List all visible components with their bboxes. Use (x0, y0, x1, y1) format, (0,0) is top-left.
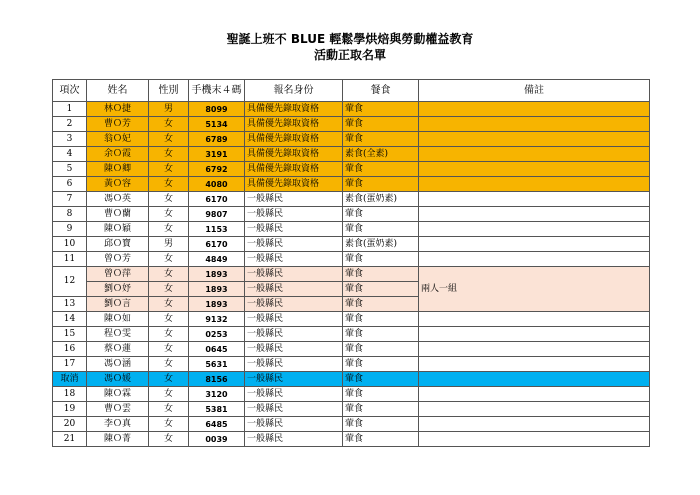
cell-note (419, 252, 650, 267)
cell-no: 6 (53, 177, 87, 192)
table-row (53, 432, 650, 447)
header-note: 備註 (419, 80, 650, 102)
cell-name: 馮Ｏ媛 (87, 372, 149, 387)
cell-name: 林Ｏ捷 (87, 102, 149, 117)
cell-meal: 葷食 (343, 312, 419, 327)
header-name: 姓名 (87, 80, 149, 102)
cell-status: 一般縣民 (245, 297, 343, 312)
cell-status: 一般縣民 (245, 192, 343, 207)
cell-status: 一般縣民 (245, 252, 343, 267)
cell-phone: 1893 (189, 282, 245, 297)
cell-gender: 女 (149, 162, 189, 177)
cell-gender: 女 (149, 117, 189, 132)
cell-name: 陳Ｏ如 (87, 312, 149, 327)
cell-status: 一般縣民 (245, 342, 343, 357)
cell-note (419, 312, 650, 327)
cell-phone: 0253 (189, 327, 245, 342)
table-row (53, 402, 650, 417)
cell-name: 陳Ｏ霖 (87, 387, 149, 402)
cell-no: 21 (53, 432, 87, 447)
cell-name: 馮Ｏ英 (87, 192, 149, 207)
cell-meal: 葷食 (343, 327, 419, 342)
cell-meal: 葷食 (343, 357, 419, 372)
cell-note (419, 162, 650, 177)
cell-gender: 女 (149, 357, 189, 372)
cell-no: 7 (53, 192, 87, 207)
cell-status: 一般縣民 (245, 222, 343, 237)
cell-meal: 葷食 (343, 417, 419, 432)
document-subtitle: 活動正取名單 (313, 48, 386, 62)
cell-phone: 1893 (189, 267, 245, 282)
cell-name: 蔡Ｏ蓮 (87, 342, 149, 357)
cell-no: 9 (53, 222, 87, 237)
cell-phone: 6485 (189, 417, 245, 432)
cell-gender: 男 (149, 237, 189, 252)
cell-name: 李Ｏ真 (87, 417, 149, 432)
header-gender: 性別 (149, 80, 189, 102)
cell-meal: 葷食 (343, 132, 419, 147)
header-phone: 手機末４碼 (189, 80, 245, 102)
cell-gender: 女 (149, 312, 189, 327)
cell-gender: 女 (149, 402, 189, 417)
cell-phone: 9132 (189, 312, 245, 327)
cell-name: 曾Ｏ芳 (87, 252, 149, 267)
cell-meal: 葷食 (343, 162, 419, 177)
cell-no: 1 (53, 102, 87, 117)
cell-gender: 女 (149, 372, 189, 387)
cell-status: 具備優先錄取資格 (245, 102, 343, 117)
cell-status: 一般縣民 (245, 372, 343, 387)
cell-meal: 葷食 (343, 207, 419, 222)
cell-meal: 素食(蛋奶素) (343, 192, 419, 207)
cell-status: 一般縣民 (245, 387, 343, 402)
cell-note (419, 432, 650, 447)
cell-note (419, 402, 650, 417)
cell-no: 12 (53, 267, 87, 297)
cell-name: 曹Ｏ蘭 (87, 207, 149, 222)
cell-phone: 6789 (189, 132, 245, 147)
table-row (53, 342, 650, 357)
cell-note (419, 207, 650, 222)
cell-status: 一般縣民 (245, 417, 343, 432)
cell-note (419, 117, 650, 132)
cell-no: 18 (53, 387, 87, 402)
table-row (53, 327, 650, 342)
cell-no: 8 (53, 207, 87, 222)
table-header-row (53, 80, 650, 102)
cell-meal: 素食(蛋奶素) (343, 237, 419, 252)
cell-name: 劉Ｏ言 (87, 297, 149, 312)
cell-name: 陳Ｏ穎 (87, 222, 149, 237)
cell-phone: 6792 (189, 162, 245, 177)
cell-phone: 3191 (189, 147, 245, 162)
cell-status: 一般縣民 (245, 207, 343, 222)
cell-name: 黃Ｏ容 (87, 177, 149, 192)
cell-meal: 葷食 (343, 102, 419, 117)
cell-note (419, 222, 650, 237)
cell-phone: 4080 (189, 177, 245, 192)
cell-no: 11 (53, 252, 87, 267)
cell-meal: 葷食 (343, 252, 419, 267)
cell-meal: 素食(全素) (343, 147, 419, 162)
table-row (53, 192, 650, 207)
cell-note (419, 147, 650, 162)
cell-phone: 5134 (189, 117, 245, 132)
cell-gender: 女 (149, 132, 189, 147)
table-row (53, 132, 650, 147)
cell-meal: 葷食 (343, 402, 419, 417)
cell-gender: 女 (149, 222, 189, 237)
cell-no: 10 (53, 237, 87, 252)
cell-meal: 葷食 (343, 267, 419, 282)
cell-name: 翁Ｏ妃 (87, 132, 149, 147)
cell-meal: 葷食 (343, 297, 419, 312)
cell-name: 余Ｏ霞 (87, 147, 149, 162)
header-meal: 餐食 (343, 80, 419, 102)
cell-status: 具備優先錄取資格 (245, 147, 343, 162)
table-row (53, 222, 650, 237)
cell-name: 馮Ｏ涵 (87, 357, 149, 372)
cell-status: 一般縣民 (245, 357, 343, 372)
cell-name: 曹Ｏ雲 (87, 402, 149, 417)
cell-gender: 女 (149, 147, 189, 162)
cell-status: 一般縣民 (245, 402, 343, 417)
cell-phone: 8099 (189, 102, 245, 117)
cell-gender: 女 (149, 432, 189, 447)
cell-name: 程Ｏ雯 (87, 327, 149, 342)
cell-meal: 葷食 (343, 387, 419, 402)
cell-no: 2 (53, 117, 87, 132)
cell-phone: 5631 (189, 357, 245, 372)
cell-phone: 0039 (189, 432, 245, 447)
cell-note (419, 192, 650, 207)
table-row (53, 237, 650, 252)
cell-status: 一般縣民 (245, 327, 343, 342)
cell-no: 17 (53, 357, 87, 372)
cell-meal: 葷食 (343, 282, 419, 297)
table-row (53, 357, 650, 372)
cell-phone: 5381 (189, 402, 245, 417)
cell-gender: 女 (149, 192, 189, 207)
cell-phone: 6170 (189, 192, 245, 207)
cell-status: 一般縣民 (245, 237, 343, 252)
cell-status: 具備優先錄取資格 (245, 117, 343, 132)
cell-no: 19 (53, 402, 87, 417)
cell-phone: 6170 (189, 237, 245, 252)
cell-note (419, 132, 650, 147)
cell-no: 4 (53, 147, 87, 162)
cell-meal: 葷食 (343, 222, 419, 237)
cell-note (419, 177, 650, 192)
cell-no: 5 (53, 162, 87, 177)
table-row (53, 147, 650, 162)
cell-meal: 葷食 (343, 372, 419, 387)
cell-status: 具備優先錄取資格 (245, 177, 343, 192)
cell-gender: 女 (149, 252, 189, 267)
cell-status: 一般縣民 (245, 282, 343, 297)
table-row (53, 162, 650, 177)
cell-note (419, 342, 650, 357)
table-row (53, 312, 650, 327)
cell-phone: 4849 (189, 252, 245, 267)
cell-gender: 女 (149, 297, 189, 312)
cell-gender: 女 (149, 327, 189, 342)
cell-note (419, 372, 650, 387)
cell-note (419, 387, 650, 402)
cell-gender: 女 (149, 207, 189, 222)
cell-name: 曾Ｏ萍 (87, 267, 149, 282)
cell-phone: 1893 (189, 297, 245, 312)
table-row (53, 102, 650, 117)
cell-no: 3 (53, 132, 87, 147)
cell-meal: 葷食 (343, 432, 419, 447)
table-row (53, 177, 650, 192)
cell-no: 16 (53, 342, 87, 357)
cell-no: 取消 (53, 372, 87, 387)
cell-status: 一般縣民 (245, 267, 343, 282)
cell-note (419, 417, 650, 432)
cell-gender: 女 (149, 282, 189, 297)
cell-gender: 女 (149, 177, 189, 192)
cell-name: 陳Ｏ卿 (87, 162, 149, 177)
cell-no: 14 (53, 312, 87, 327)
cell-name: 劉Ｏ妤 (87, 282, 149, 297)
cell-gender: 女 (149, 342, 189, 357)
cell-no: 15 (53, 327, 87, 342)
header-no: 項次 (53, 80, 87, 102)
table-row-cancelled (53, 372, 650, 387)
cell-meal: 葷食 (343, 117, 419, 132)
cell-note (419, 357, 650, 372)
table-row (53, 252, 650, 267)
cell-note (419, 237, 650, 252)
cell-phone: 9807 (189, 207, 245, 222)
cell-note (419, 327, 650, 342)
table-row (53, 417, 650, 432)
cell-meal: 葷食 (343, 177, 419, 192)
cell-meal: 葷食 (343, 342, 419, 357)
cell-status: 一般縣民 (245, 432, 343, 447)
cell-gender: 男 (149, 102, 189, 117)
document-title: 聖誕上班不 BLUE 輕鬆學烘焙與勞動權益教育 (226, 32, 474, 46)
cell-gender: 女 (149, 417, 189, 432)
cell-no: 13 (53, 297, 87, 312)
table-row (53, 207, 650, 222)
cell-note (419, 102, 650, 117)
cell-status: 具備優先錄取資格 (245, 162, 343, 177)
cell-phone: 0645 (189, 342, 245, 357)
cell-name: 邱Ｏ寶 (87, 237, 149, 252)
cell-status: 具備優先錄取資格 (245, 132, 343, 147)
cell-name: 曹Ｏ芳 (87, 117, 149, 132)
cell-phone: 3120 (189, 387, 245, 402)
cell-status: 一般縣民 (245, 312, 343, 327)
table-row (53, 387, 650, 402)
cell-phone: 8156 (189, 372, 245, 387)
header-status: 報名身份 (245, 80, 343, 102)
cell-phone: 1153 (189, 222, 245, 237)
cell-name: 陳Ｏ菁 (87, 432, 149, 447)
table-row (53, 267, 650, 282)
admission-roster-table (52, 79, 650, 447)
cell-gender: 女 (149, 267, 189, 282)
cell-no: 20 (53, 417, 87, 432)
cell-gender: 女 (149, 387, 189, 402)
table-row (53, 117, 650, 132)
cell-note-pair: 兩人一組 (419, 267, 650, 312)
